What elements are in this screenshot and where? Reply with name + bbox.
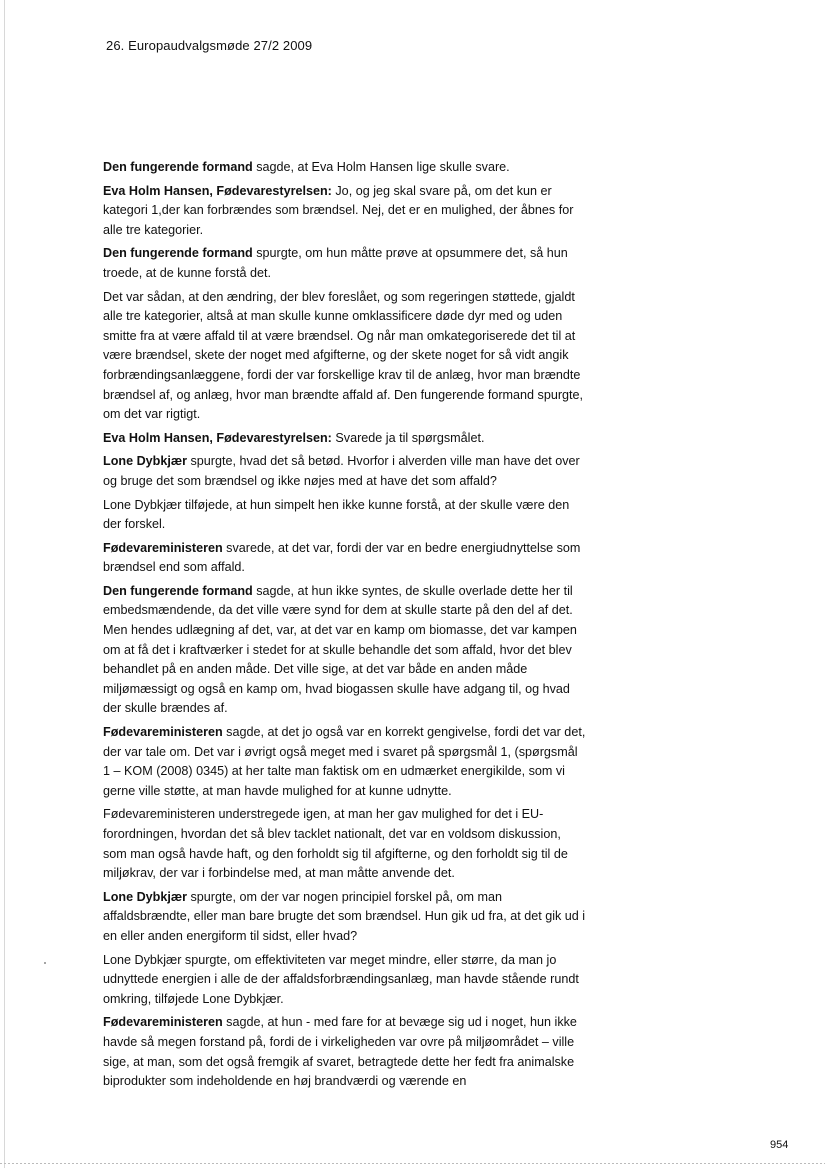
page-number: 954 — [770, 1139, 789, 1151]
paragraph-text: Lone Dybkjær spurgte, om effektiviteten var meget mindre, eller større, da man jo udnyttede energien i alle de der affaldsforbrændingsanlæg, man havde stående rundt omkring, tilføjede Lone Dybkjær. — [103, 952, 579, 1006]
paragraph — [103, 288, 587, 425]
scan-speck — [44, 962, 46, 964]
paragraph-text: spurgte, hvad det så betød. Hvorfor i alverden ville man have det over og bruge det som brændsel og ikke nøjes med at have det som affald? — [103, 454, 580, 488]
page-header: 26. Europaudvalgsmøde 27/2 2009 — [106, 38, 313, 53]
paragraph-text: sagde, at hun ikke syntes, de skulle overlade dette her til embedsmændende, da det ville være synd for dem at skulle starte på den del af det. Men hendes udlægning af det, var, at det var en kamp om biomasse, det var kampen om at få det i kraftværker i stedet for at skulle behandle det som affald, hvor det blev behandlet på en anden måde. Det ville sige, at det var både en anden måde miljømæssigt og også en kamp om, hvad biogassen skulle have adgang til, og hvad der skulle brændes af. — [103, 583, 577, 716]
paragraph — [103, 582, 587, 719]
paragraph-text: Lone Dybkjær tilføjede, at hun simpelt hen ikke kunne forstå, at der skulle være den der forskel. — [103, 497, 570, 532]
speaker-name: Fødevareministeren — [103, 1015, 223, 1030]
paragraph-text: sagde, at Eva Holm Hansen lige skulle svare. — [252, 160, 510, 174]
paragraph-text: svarede, at det var, fordi der var en bedre energiudnyttelse som brændsel end som affald. — [103, 540, 581, 575]
speaker-name: Fødevareministeren — [103, 540, 223, 555]
paragraph-text: Det var sådan, at den ændring, der blev foreslået, og som regeringen støttede, gjaldt alle tre kategorier, altså at man skulle kunne omklassificere døde dyr med og uden smitte fra at være affald til at være brændsel. Og når man omkategoriserede det til at være brændsel, skete der noget med afgifterne, og der skete noget for så vidt angik forbrændingsanlæggene, fordi der var forskellige krav til de anlæg, hvor man brændte brændsel af, og anlæg, hvor man brændte affald af. Den fungerende formand spurgte, om det var rigtigt. — [103, 289, 584, 422]
paragraph-text: spurgte, om der var nogen principiel forskel på, om man affaldsbrændte, eller man bare brugte det som brændsel. Hun gik ud fra, at det gik ud i en eller anden energiform til sidst, eller hvad? — [103, 889, 586, 943]
paragraph — [103, 158, 587, 178]
paragraph-text: Svarede ja til spørgsmålet. — [331, 430, 485, 445]
paragraph-text: Jo, og jeg skal svare på, om det kun er kategori 1,der kan forbrændes som brændsel. Nej, det er en mulighed, der åbnes for alle tre kategorier. — [103, 183, 574, 237]
paragraph — [103, 539, 587, 578]
speaker-name: Den fungerende formand — [103, 160, 253, 174]
paragraph — [103, 951, 587, 1010]
paragraph — [103, 429, 587, 449]
paragraph-text: sagde, at det jo også var en korrekt gengivelse, fordi det var det, der var tale om. Det var i øvrigt også meget med i svaret på spørgsmål 1, (spørgsmål 1 – KOM (2008) 0345) at her talte man faktisk om en udmærket energikilde, som vi gerne ville støtte, at man havde mulighed for at kunne udnytte. — [103, 725, 586, 798]
paragraph — [103, 496, 587, 535]
paragraph — [103, 244, 587, 283]
speaker-name: Eva Holm Hansen, Fødevarestyrelsen: — [103, 183, 332, 198]
paragraph — [103, 723, 587, 801]
paragraph — [103, 805, 587, 883]
paragraph — [103, 182, 587, 241]
scan-bottom-edge — [0, 1163, 825, 1164]
paragraph-text: spurgte, om hun måtte prøve at opsummere det, så hun troede, at de kunne forstå det. — [103, 246, 568, 280]
paragraph-text: sagde, at hun - med fare for at bevæge sig ud i noget, hun ikke havde så megen forstand på, fordi de i virkeligheden var ovre på miljøområdet – ville sige, at man, som det også fremgik af svaret, betragtede dette her fedt fra animalske biprodukter som indeholdende en høj brandværdi og værende en — [103, 1015, 577, 1089]
speaker-name: Den fungerende formand — [103, 583, 253, 598]
paragraph — [103, 452, 587, 491]
speaker-name: Fødevareministeren — [103, 725, 223, 740]
paragraph-text: Fødevareministeren understregede igen, at man her gav mulighed for det i EU-forordningen, hvordan det så blev tacklet nationalt, det var en voldsom diskussion, som man også havde haft, og den forholdt sig til afgifterne, og den forholdt sig til de miljøkrav, der var i forbindelse med, at man måtte anvende det. — [103, 807, 568, 881]
speaker-name: Lone Dybkjær — [103, 889, 187, 904]
scan-left-edge — [4, 0, 5, 1168]
speaker-name: Den fungerende formand — [103, 246, 253, 261]
speaker-name: Eva Holm Hansen, Fødevarestyrelsen: — [103, 430, 332, 445]
paragraph — [103, 1013, 587, 1091]
speaker-name: Lone Dybkjær — [103, 454, 187, 469]
paragraph — [103, 888, 587, 947]
document-body — [103, 158, 587, 1096]
